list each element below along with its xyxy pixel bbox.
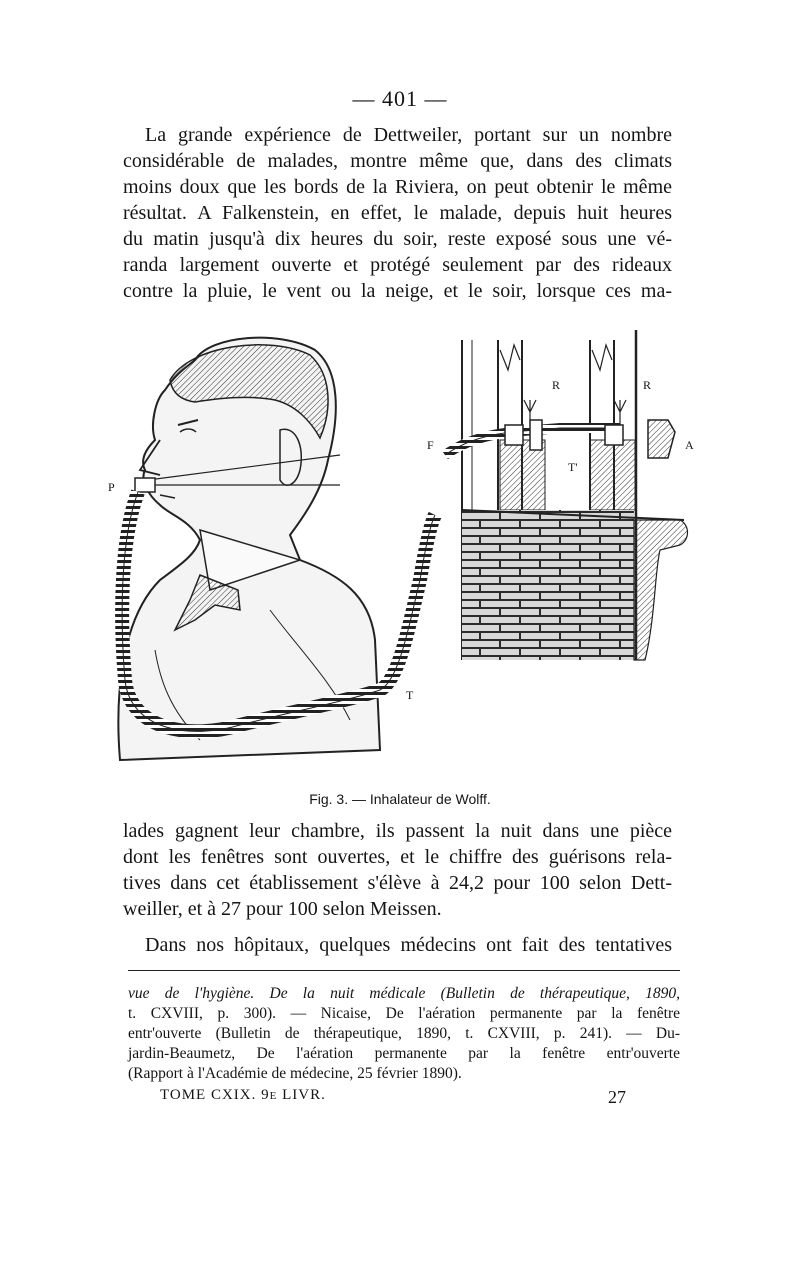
text-line: randa largement ouverte et protégé seulement par des rideaux [123, 254, 672, 276]
text-line: moins doux que les bords de la Riviera, on peut obtenir le même [123, 176, 672, 198]
text-line: considérable de malades, montre même que, dans des climats [123, 150, 672, 172]
text-line: lades gagnent leur chambre, ils passent la nuit dans une pièce [123, 820, 672, 842]
figure-label-f: F [427, 438, 434, 452]
figure-label-p: P [108, 480, 115, 494]
figure-label-r1: R [552, 378, 561, 392]
text-line: tives dans cet établissement s'élève à 24,2 pour 100 selon Dett- [123, 872, 672, 894]
footnote [128, 984, 680, 1084]
paragraph-1 [123, 122, 672, 304]
footnote-line: vue de l'hygiène. De la nuit médicale (Bulletin de thérapeutique, 1890, [128, 985, 680, 1002]
paragraph-3 [123, 932, 672, 958]
text-line: du matin jusqu'à dix heures du soir, reste exposé sous une vé- [123, 228, 672, 250]
mouthpiece [135, 478, 155, 492]
text-line: résultat. A Falkenstein, en effet, le malade, depuis huit heures [123, 202, 672, 224]
window-apparatus [445, 330, 688, 660]
figure-label-a: A [685, 438, 694, 452]
figure-caption: Fig. 3. — Inhalateur de Wolff. [309, 791, 491, 807]
figure-label-t: T [406, 688, 414, 702]
footnote-rule [128, 970, 680, 971]
text-line: Dans nos hôpitaux, quelques médecins ont fait des tentatives [145, 934, 672, 956]
page-number: — 401 — [352, 86, 448, 111]
text-line: contre la pluie, le vent ou la neige, et le soir, lorsque ces ma- [123, 280, 672, 302]
signature-mark: TOME CXIX. 9e LIVR. [160, 1087, 326, 1103]
text-line: dont les fenêtres sont ouvertes, et le chiffre des guérisons rela- [123, 846, 672, 868]
text-line: weiller, et à 27 pour 100 selon Meissen. [123, 898, 442, 920]
figure-label-r2: R [643, 378, 652, 392]
engraving-illustration [100, 320, 710, 790]
footnote-line: entr'ouverte (Bulletin de thérapeutique, 1890, t. CXVIII, p. 241). — Du- [128, 1025, 680, 1042]
paragraph-2 [123, 818, 672, 922]
page-footer [160, 1087, 626, 1108]
text-line: La grande expérience de Dettweiler, portant sur un nombre [145, 124, 672, 146]
figure-label-t-prime: T' [568, 460, 578, 474]
footnote-line: t. CXVIII, p. 300). — Nicaise, De l'aération permanente par la fenêtre [128, 1005, 680, 1022]
footnote-line: (Rapport à l'Académie de médecine, 25 février 1890). [128, 1065, 462, 1082]
sheet-number: 27 [608, 1087, 626, 1107]
footnote-line: jardin-Beaumetz, De l'aération permanente par la fenêtre entr'ouverte [128, 1045, 680, 1062]
figure-inhalateur [100, 320, 710, 790]
